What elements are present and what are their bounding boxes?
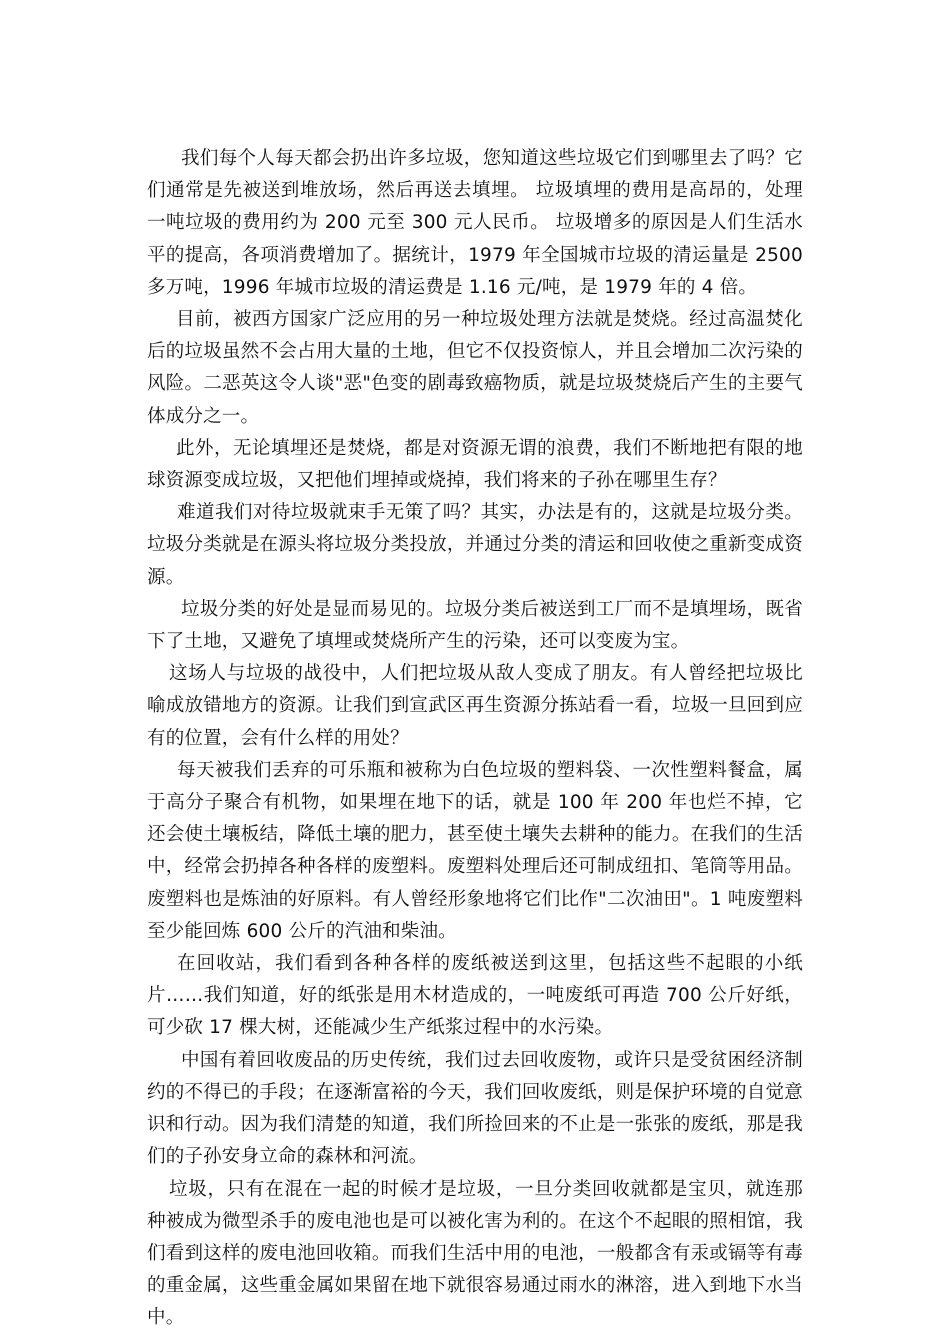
paragraph-5: 垃圾分类的好处是显而易见的。垃圾分类后被送到工厂而不是填埋场，既省下了土地，又避免了填埋或焚烧所产生的污染，还可以变废为宝。 [147,598,803,653]
document-body [147,143,803,1335]
paragraph-7: 每天被我们丢弃的可乐瓶和被称为白色垃圾的塑料袋、一次性塑料餐盒，属于高分子聚合有机物，如果埋在地下的话，就是 100 年 200 年也烂不掉，它还会使土壤板结，降低土壤的肥力，甚至使土壤失去耕种的能力。在我们的生活中，经常会扔掉各种各样的废塑料。废塑料处理后还可制成纽扣、笔筒等用品。废塑料也是炼油的好原料。有人曾经形象地将它们比作"二次油田"。1 吨废塑料至少能回炼 600 公斤的汽油和柴油。 [147,759,803,942]
paragraph-8: 在回收站，我们看到各种各样的废纸被送到这里，包括这些不起眼的小纸片……我们知道，好的纸张是用木材造成的，一吨废纸可再造 700 公斤好纸，可少砍 17 棵大树，还能减少生产纸浆过程中的水污染。 [147,953,803,1039]
paragraph-9: 中国有着回收废品的历史传统，我们过去回收废物，或许只是受贫困经济制约的不得已的手段；在逐渐富裕的今天，我们回收废纸，则是保护环境的自觉意识和行动。因为我们清楚的知道，我们所捡回来的不止是一张张的废纸，那是我们的子孙安身立命的森林和河流。 [147,1049,803,1168]
paragraph-10: 垃圾，只有在混在一起的时候才是垃圾，一旦分类回收就都是宝贝，就连那种被成为微型杀手的废电池也是可以被化害为利的。在这个不起眼的照相馆，我们看到这样的废电池回收箱。而我们生活中用的电池，一般都含有汞或镉等有毒的重金属，这些重金属如果留在地下就很容易通过雨水的淋溶，进入到地下水当中。 [147,1178,803,1329]
paragraph-1: 我们每个人每天都会扔出许多垃圾，您知道这些垃圾它们到哪里去了吗？它们通常是先被送到堆放场，然后再送去填埋。 垃圾填埋的费用是高昂的，处理一吨垃圾的费用约为 200 元至 300 元人民币。 垃圾增多的原因是人们生活水平的提高，各项消费增加了。据统计，1979 年全国城市垃圾的清运量是 2500 多万吨，1996 年城市垃圾的清运费是 1.16 元/吨，是 1979 年的 4 倍。 [147,148,803,298]
paragraph-2: 目前，被西方国家广泛应用的另一种垃圾处理方法就是焚烧。经过高温焚化后的垃圾虽然不会占用大量的土地，但它不仅投资惊人，并且会增加二次污染的风险。二恶英这令人谈"恶"色变的剧毒致癌物质，就是垃圾焚烧后产生的主要气体成分之一。 [147,309,803,427]
paragraph-6: 这场人与垃圾的战役中，人们把垃圾从敌人变成了朋友。有人曾经把垃圾比喻成放错地方的资源。让我们到宣武区再生资源分拣站看一看，垃圾一旦回到应有的位置，会有什么样的用处？ [147,663,803,749]
paragraph-4: 难道我们对待垃圾就束手无策了吗？其实，办法是有的，这就是垃圾分类。垃圾分类就是在源头将垃圾分类投放，并通过分类的清运和回收使之重新变成资源。 [147,502,803,588]
paragraph-3: 此外，无论填埋还是焚烧，都是对资源无谓的浪费，我们不断地把有限的地球资源变成垃圾，又把他们埋掉或烧掉，我们将来的子孙在哪里生存？ [147,437,803,492]
